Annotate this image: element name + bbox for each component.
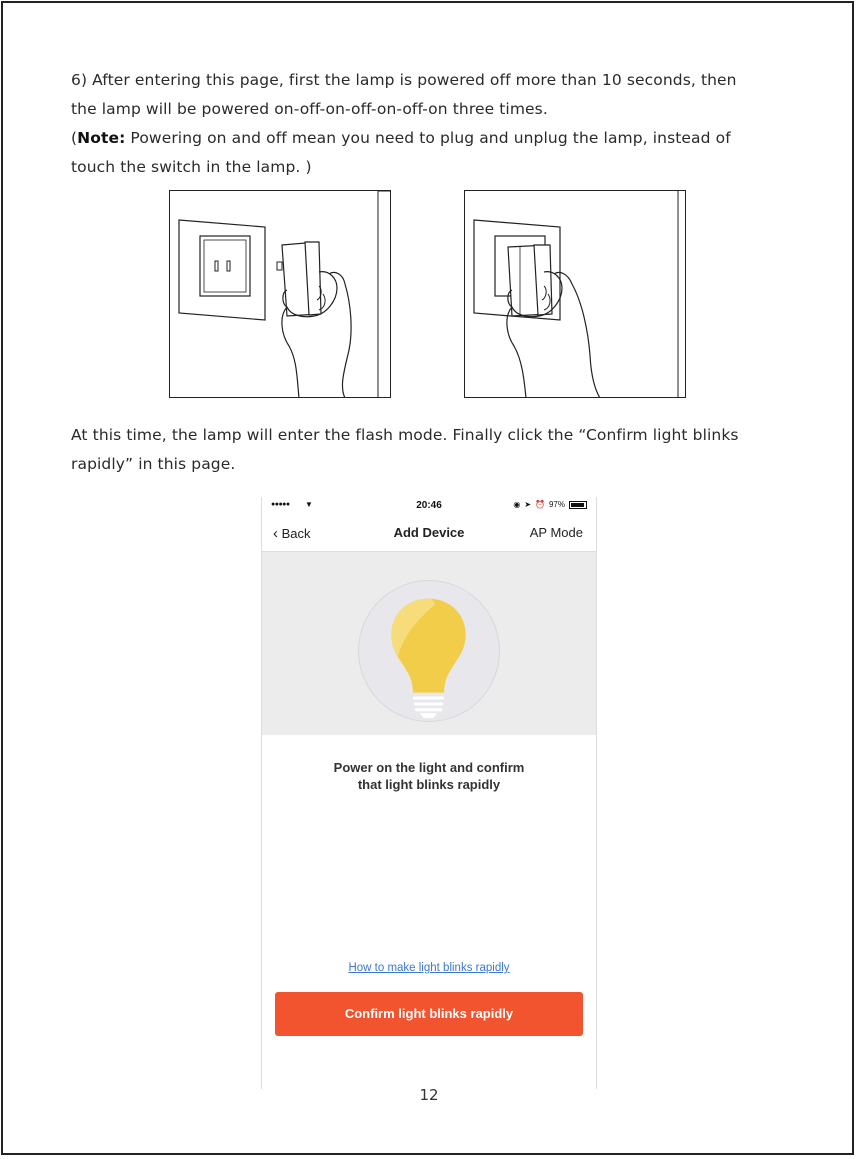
note-text-1: Powering on and off mean you need to plug and unplug the lamp, instead of <box>125 129 731 147</box>
flash-line-2: rapidly” in this page. <box>71 455 236 473</box>
note-line-2: touch the switch in the lamp. ) <box>71 158 312 176</box>
bulb-circle <box>358 580 500 722</box>
step-6-line-2: the lamp will be powered on-off-on-off-on-off-on three times. <box>71 100 548 118</box>
lock-rotation-icon: ◉ <box>513 500 521 509</box>
phone-screenshot <box>261 497 597 1089</box>
status-bar <box>261 497 597 515</box>
page-title: Add Device <box>393 525 465 540</box>
battery-percent: 97% <box>548 500 565 509</box>
step-6-line-1: 6) After entering this page, first the lamp is powered off more than 10 seconds, then <box>71 71 737 89</box>
page-number: 12 <box>419 1086 439 1104</box>
back-button[interactable] <box>273 525 311 542</box>
ap-mode-button[interactable]: AP Mode <box>529 525 583 540</box>
location-icon: ➤ <box>524 500 532 509</box>
back-label: Back <box>281 526 311 541</box>
signal-icon: ●●●●● <box>271 501 290 508</box>
plug-in-illustration <box>169 190 391 398</box>
help-link[interactable]: How to make light blinks rapidly <box>348 962 510 974</box>
power-on-instruction: Power on the light and confirm that light blinks rapidly <box>333 760 525 792</box>
flash-line-1: At this time, the lamp will enter the flash mode. Finally click the “Confirm light blinks <box>71 426 739 444</box>
plugged-in-illustration <box>464 190 686 398</box>
bulb-hero <box>261 552 597 735</box>
chevron-left-icon: ‹ <box>273 525 278 542</box>
note-label: Note: <box>77 129 126 147</box>
battery-icon <box>569 501 587 509</box>
confirm-blinks-button[interactable]: Confirm light blinks rapidly <box>275 992 583 1036</box>
light-bulb-icon <box>359 581 498 720</box>
status-time: 20:46 <box>416 500 442 511</box>
flash-mode-paragraph <box>71 421 791 479</box>
note-open-paren: ( <box>71 129 78 147</box>
nav-bar <box>261 515 597 552</box>
note-line-1 <box>71 124 791 153</box>
status-right <box>513 500 587 509</box>
alarm-icon: ⏰ <box>535 500 545 509</box>
wifi-icon: ▼ <box>305 500 313 509</box>
step-6-paragraph <box>71 66 791 182</box>
